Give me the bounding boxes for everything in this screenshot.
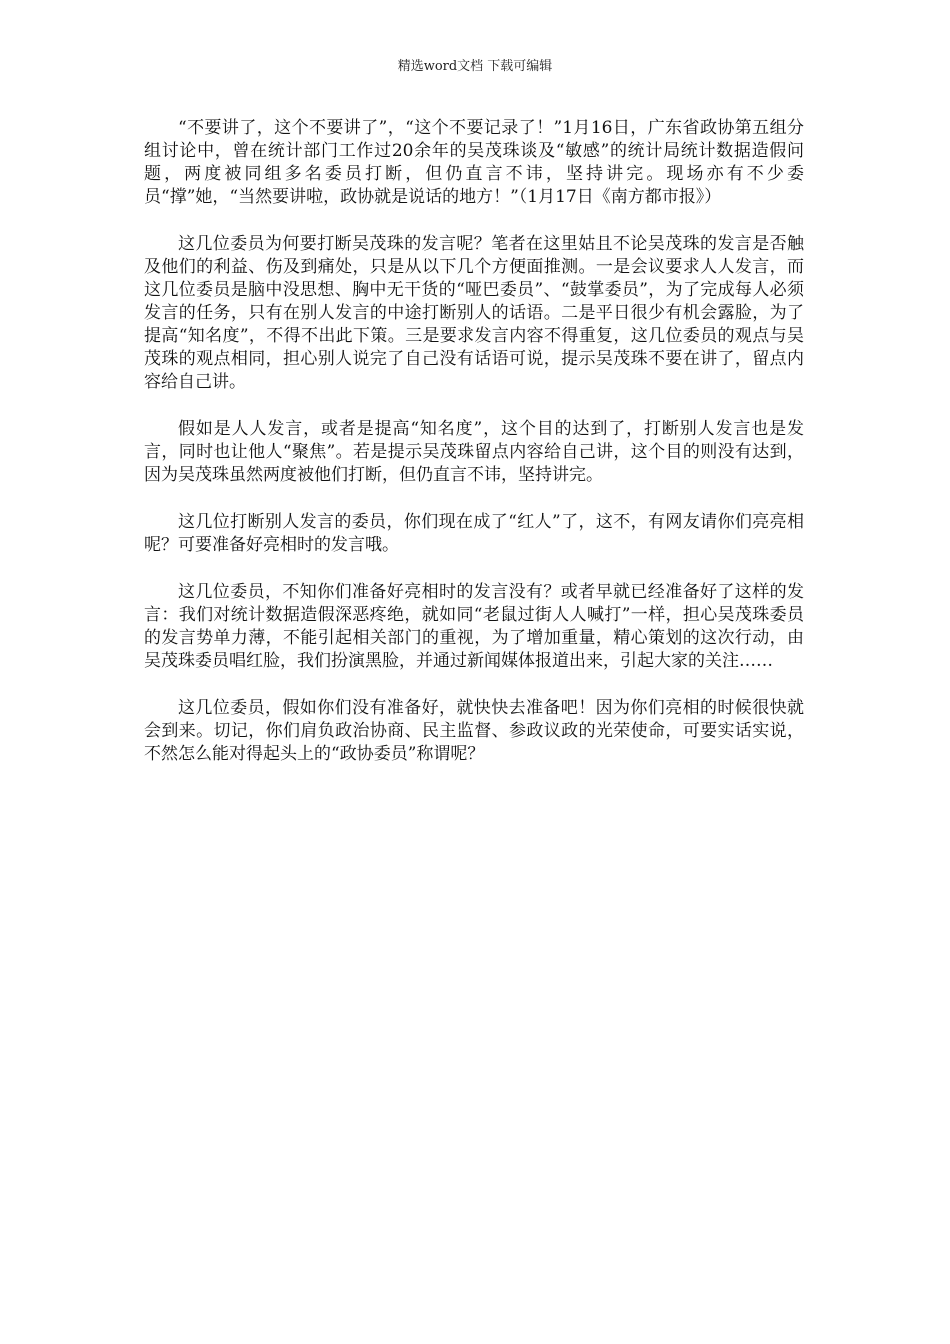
page-header: 精选word文档 下载可编辑 [397, 59, 553, 74]
paragraph-6: 这几位委员，假如你们没有准备好，就快快去准备吧！因为你们亮相的时候很快就会到来。切记，你们肩负政治协商、民主监督、参政议政的光荣使命，可要实话实说，不然怎么能对得起头上的“政协委员”称谓呢？ [144, 698, 804, 764]
article-body [144, 117, 804, 790]
paragraph-2: 这几位委员为何要打断吴茂珠的发言呢？笔者在这里姑且不论吴茂珠的发言是否触及他们的利益、伤及到痛处，只是从以下几个方便面推测。一是会议要求人人发言，而这几位委员是脑中没思想、胸中无干货的“哑巴委员”、“鼓掌委员”，为了完成每人必须发言的任务，只有在别人发言的中途打断别人的话语。二是平日很少有机会露脸，为了提高“知名度”，不得不出此下策。三是要求发言内容不得重复，这几位委员的观点与吴茂珠的观点相同，担心别人说完了自己没有话语可说，提示吴茂珠不要在讲了，留点内容给自己讲。 [144, 234, 804, 392]
paragraph-3: 假如是人人发言，或者是提高“知名度”，这个目的达到了，打断别人发言也是发言，同时也让他人“聚焦”。若是提示吴茂珠留点内容给自己讲，这个目的则没有达到，因为吴茂珠虽然两度被他们打断，但仍直言不讳，坚持讲完。 [144, 419, 804, 485]
paragraph-1: “不要讲了，这个不要讲了”，“这个不要记录了！”1月16日，广东省政协第五组分组讨论中，曾在统计部门工作过20余年的吴茂珠谈及“敏感”的统计局统计数据造假问题，两度被同组多名委员打断，但仍直言不讳，坚持讲完。现场亦有不少委员“撑”她，“当然要讲啦，政协就是说话的地方！”（1月17日《南方都市报》） [144, 118, 804, 207]
paragraph-5: 这几位委员，不知你们准备好亮相时的发言没有？或者早就已经准备好了这样的发言：我们对统计数据造假深恶疼绝，就如同“老鼠过街人人喊打”一样，担心吴茂珠委员的发言势单力薄，不能引起相关部门的重视，为了增加重量，精心策划的这次行动，由吴茂珠委员唱红脸，我们扮演黑脸，并通过新闻媒体报道出来，引起大家的关注…… [144, 582, 804, 671]
paragraph-4: 这几位打断别人发言的委员，你们现在成了“红人”了，这不，有网友请你们亮亮相呢？可要准备好亮相时的发言哦。 [144, 512, 804, 555]
